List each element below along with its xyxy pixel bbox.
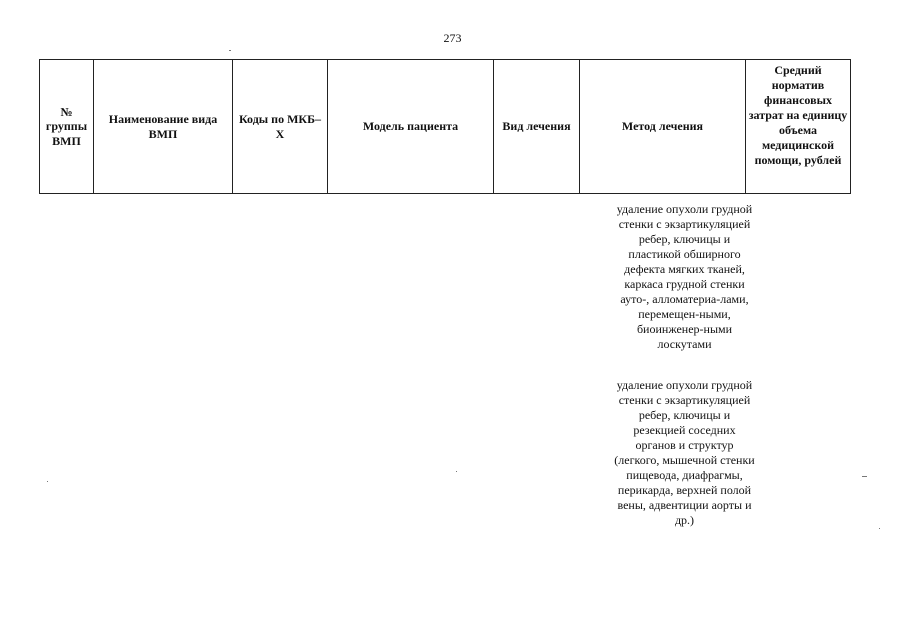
header-group-number: № группы ВМП xyxy=(40,60,94,194)
scan-speck xyxy=(862,476,867,477)
header-patient-model: Модель пациента xyxy=(328,60,494,194)
method-text-1: удаление опухоли грудной стенки с экзартикуляцией ребер, ключицы и пластикой обширного дефекта мягких тканей, каркаса грудной стенки ауто-, алломатериа-лами, перемещен-ными, биоинженер-ными лоскутами xyxy=(616,202,753,351)
table-header xyxy=(39,59,851,194)
header-vmp-name: Наименование вида ВМП xyxy=(94,60,233,194)
scan-speck xyxy=(879,528,880,529)
header-icd-codes: Коды по МКБ–Х xyxy=(233,60,328,194)
page-number: 273 xyxy=(443,31,462,45)
header-treatment-method: Метод лечения xyxy=(580,60,746,194)
scan-speck xyxy=(456,471,457,472)
header-average-cost: Средний норматив финансовых затрат на единицу объема медицинской помощи, рублей xyxy=(746,60,851,194)
scan-speck xyxy=(47,481,48,482)
scan-speck xyxy=(229,50,231,51)
header-treatment-type: Вид лечения xyxy=(494,60,580,194)
method-text-2: удаление опухоли грудной стенки с экзартикуляцией ребер, ключицы и резекцией соседних органов и структур (легкого, мышечной стенки пищевода, диафрагмы, перикарда, верхней полой вены, адвентиции аорты и др.) xyxy=(614,378,755,527)
